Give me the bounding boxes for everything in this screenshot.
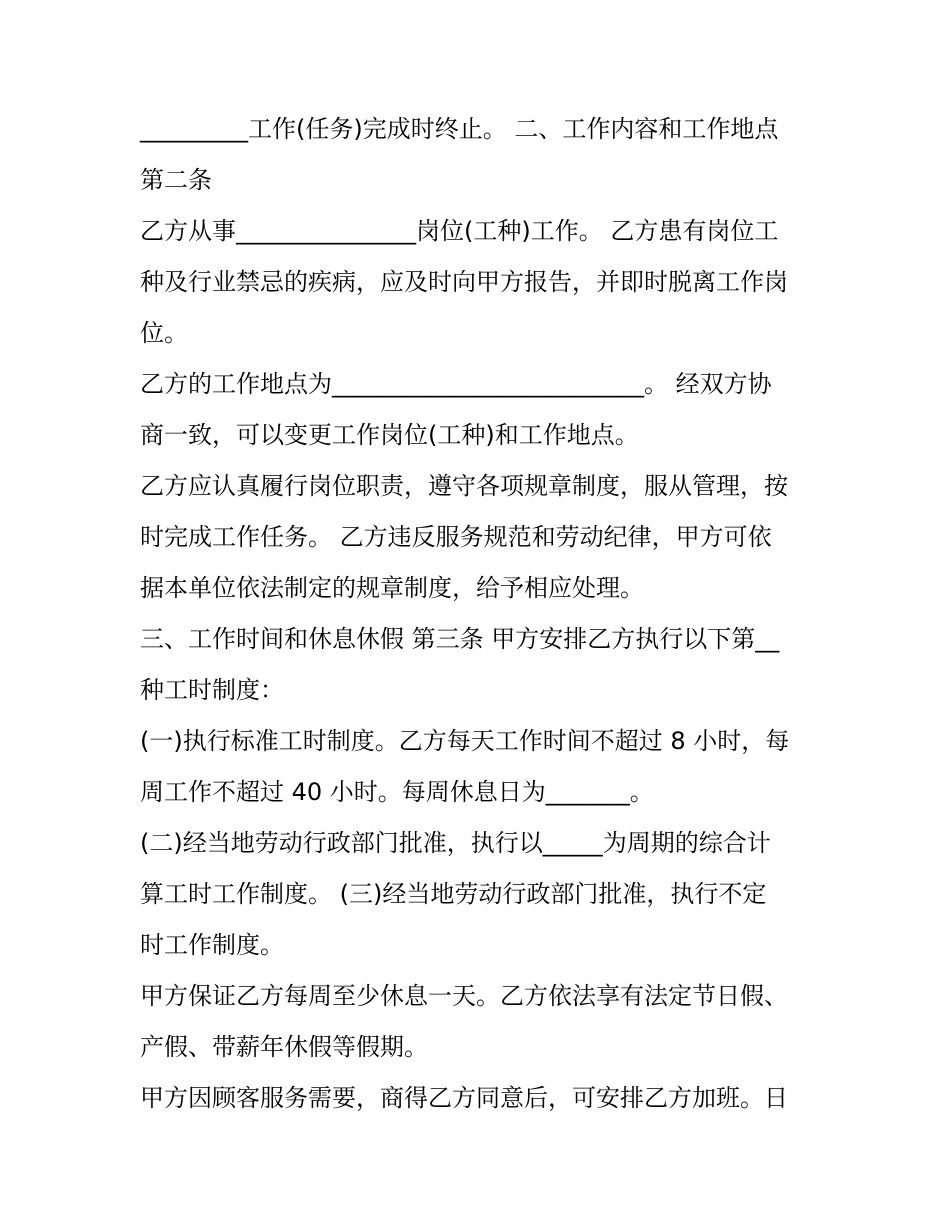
text-line: 产假、带薪年休假等假期。 bbox=[140, 1033, 428, 1061]
text-line: 时工作制度。 bbox=[140, 931, 284, 959]
text-line: 种工时制度： bbox=[140, 676, 284, 704]
text-line: 种及行业禁忌的疾病，应及时向甲方报告，并即时脱离工作岗 bbox=[140, 268, 788, 296]
text-line: (二)经当地劳动行政部门批准，执行以_____为周期的综合计 bbox=[140, 829, 771, 857]
text-line: 三、工作时间和休息休假 第三条 甲方安排乙方执行以下第__ bbox=[140, 625, 780, 653]
text-line: 位。 bbox=[140, 319, 188, 347]
text-line: 据本单位依法制定的规章制度，给予相应处理。 bbox=[140, 574, 644, 602]
text-line: 乙方的工作地点为__________________________。 经双方协 bbox=[140, 370, 772, 398]
text-line: 算工时工作制度。 (三)经当地劳动行政部门批准，执行不定 bbox=[140, 880, 767, 908]
text-line: 甲方保证乙方每周至少休息一天。乙方依法享有法定节日假、 bbox=[140, 982, 788, 1010]
text-line: 甲方因顾客服务需要，商得乙方同意后，可安排乙方加班。日 bbox=[140, 1084, 788, 1112]
text-line: 乙方应认真履行岗位职责，遵守各项规章制度，服从管理，按 bbox=[140, 472, 788, 500]
text-line: 乙方从事_______________岗位(工种)工作。 乙方患有岗位工 bbox=[140, 217, 779, 245]
text-line: _________工作(任务)完成时终止。 二、工作内容和工作地点 bbox=[140, 115, 779, 143]
text-line: 第二条 bbox=[140, 166, 212, 194]
text-line: (一)执行标准工时制度。乙方每天工作时间不超过 8 小时，每 bbox=[140, 727, 790, 755]
text-line: 周工作不超过 40 小时。每周休息日为_______。 bbox=[140, 778, 654, 806]
text-line: 时完成工作任务。 乙方违反服务规范和劳动纪律，甲方可依 bbox=[140, 523, 772, 551]
text-line: 商一致，可以变更工作岗位(工种)和工作地点。 bbox=[140, 421, 639, 449]
